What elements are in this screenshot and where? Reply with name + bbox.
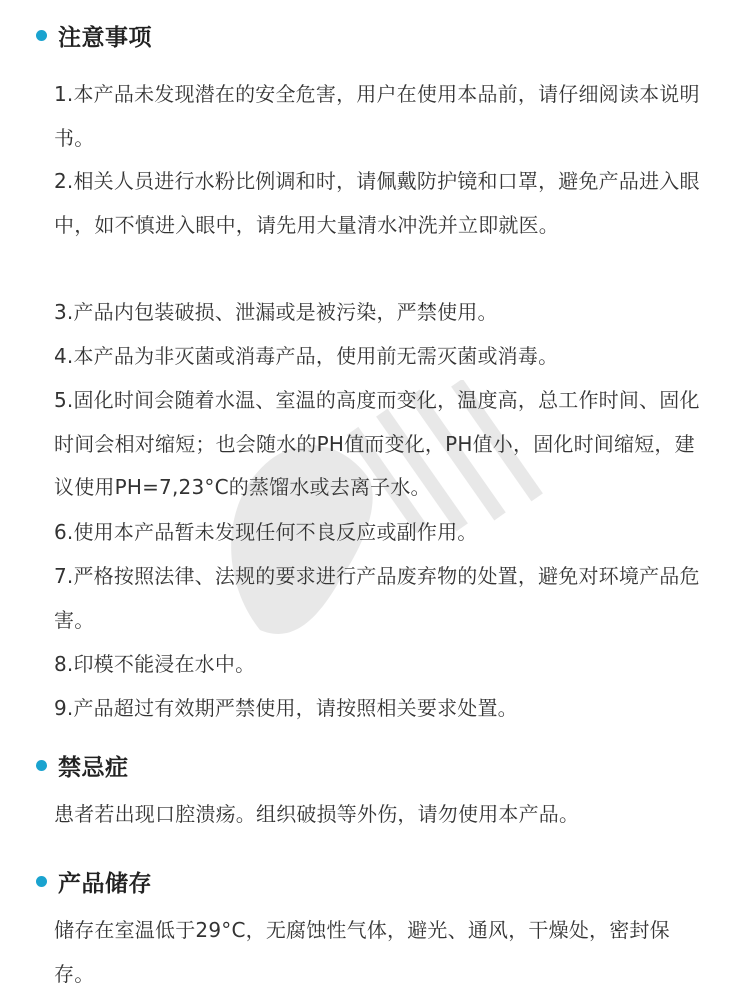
note-item-4: 4.本产品为非灭菌或消毒产品，使用前无需灭菌或消毒。 xyxy=(54,344,559,368)
storage-text: 储存在室温低于29°C，无腐蚀性气体，避光、通风，干燥处，密封保存。 xyxy=(54,918,670,986)
contraindication-text: 患者若出现口腔溃疡。组织破损等外伤，请勿使用本产品。 xyxy=(54,802,580,826)
note-item-7: 7.严格按照法律、法规的要求进行产品废弃物的处置，避免对环境产品危害。 xyxy=(54,564,700,632)
section-title: 禁忌症 xyxy=(58,754,129,781)
note-item-3: 3.产品内包装破损、泄漏或是被污染，严禁使用。 xyxy=(54,300,498,324)
note-item-2: 2.相关人员进行水粉比例调和时，请佩戴防护镜和口罩，避免产品进入眼中，如不慎进入眼中，请先用大量清水冲洗并立即就医。 xyxy=(54,169,700,237)
section-heading-notes xyxy=(36,17,152,53)
bullet-dot-icon xyxy=(36,30,47,41)
section-heading-storage xyxy=(36,863,152,899)
note-item-8: 8.印模不能浸在水中。 xyxy=(54,652,256,676)
note-item-9: 9.产品超过有效期严禁使用，请按照相关要求处置。 xyxy=(54,696,518,720)
bullet-dot-icon xyxy=(36,876,47,887)
note-item-5: 5.固化时间会随着水温、室温的高度而变化，温度高，总工作时间、固化时间会相对缩短；也会随水的PH值而变化，PH值小，固化时间缩短，建议使用PH=7,23°C的蒸馏水或去离子水。 xyxy=(54,388,700,499)
section-title: 注意事项 xyxy=(58,24,152,51)
bullet-dot-icon xyxy=(36,760,47,771)
note-item-1: 1.本产品未发现潜在的安全危害，用户在使用本品前，请仔细阅读本说明书。 xyxy=(54,82,700,150)
section-title: 产品储存 xyxy=(58,870,152,897)
section-heading-contraindications xyxy=(36,747,129,783)
note-item-6: 6.使用本产品暂未发现任何不良反应或副作用。 xyxy=(54,520,478,544)
